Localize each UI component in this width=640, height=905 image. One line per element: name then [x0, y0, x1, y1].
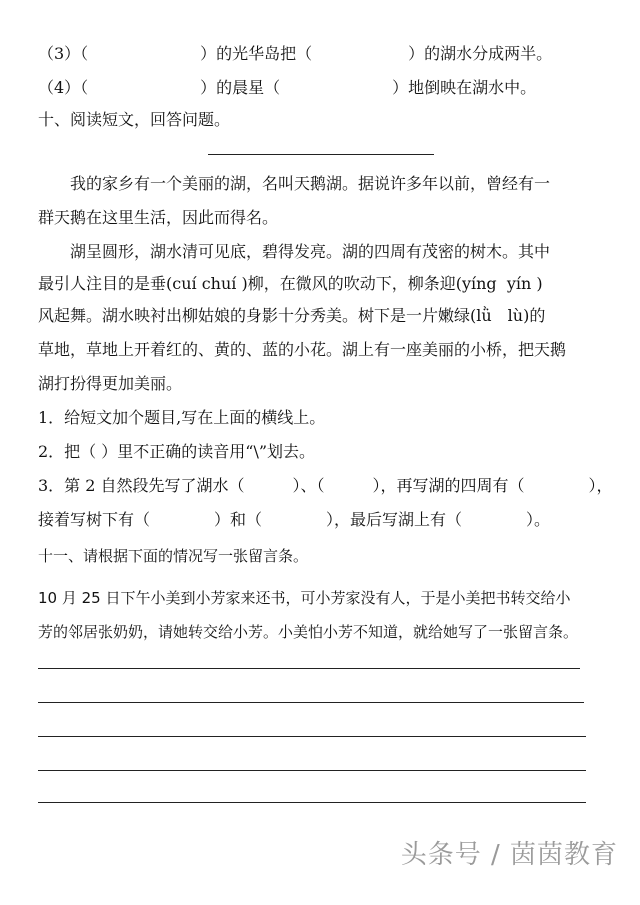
passage-line-7: 湖打扮得更加美丽。 [38, 374, 183, 393]
title-blank-line [208, 154, 434, 155]
fill-item-4: （4）（ ）的晨星（ ）地倒映在湖水中。 [38, 78, 537, 97]
question-2: 2．把（ ）里不正确的读音用“\”划去。 [38, 442, 316, 461]
answer-line-5 [38, 802, 586, 803]
note-prompt-line-1: 10 月 25 日下午小美到小芳家来还书，可小芳家没有人，于是小美把书转交给小 [38, 589, 571, 607]
watermark: 头条号 / 茵茵教育 [400, 840, 618, 870]
note-prompt-line-2: 芳的邻居张奶奶，请她转交给小芳。小美怕小芳不知道，就给她写了一张留言条。 [38, 623, 579, 641]
question-3-line-1: 3．第 2 自然段先写了湖水（ ）、（ ），再写湖的四周有（ ）， [38, 476, 613, 495]
answer-line-1 [38, 668, 580, 669]
passage-line-5: 风起舞。湖水映衬出柳姑娘的身影十分秀美。树下是一片嫩绿(lǜ lù)的 [38, 306, 546, 325]
answer-line-3 [38, 736, 586, 737]
passage-line-1: 我的家乡有一个美丽的湖，名叫天鹅湖。据说许多年以前，曾经有一 [38, 174, 551, 193]
passage-line-6: 草地，草地上开着红的、黄的、蓝的小花。湖上有一座美丽的小桥，把天鹅 [38, 340, 567, 359]
answer-line-2 [38, 702, 584, 703]
answer-line-4 [38, 770, 586, 771]
question-3-line-2: 接着写树下有（ ）和（ ），最后写湖上有（ ）。 [38, 510, 551, 529]
question-1: 1．给短文加个题目,写在上面的横线上。 [38, 408, 326, 427]
fill-item-3: （3）（ ）的光华岛把（ ）的湖水分成两半。 [38, 44, 553, 63]
passage-line-2: 群天鹅在这里生活，因此而得名。 [38, 208, 279, 227]
section11-heading: 十一、请根据下面的情况写一张留言条。 [38, 547, 309, 565]
passage-line-3: 湖呈圆形，湖水清可见底，碧得发亮。湖的四周有茂密的树木。其中 [38, 242, 551, 261]
section10-heading: 十、阅读短文，回答问题。 [38, 110, 231, 129]
passage-line-4: 最引人注目的是垂(cuí chuí )柳，在微风的吹动下，柳条迎(yíng yín ) [38, 274, 543, 293]
